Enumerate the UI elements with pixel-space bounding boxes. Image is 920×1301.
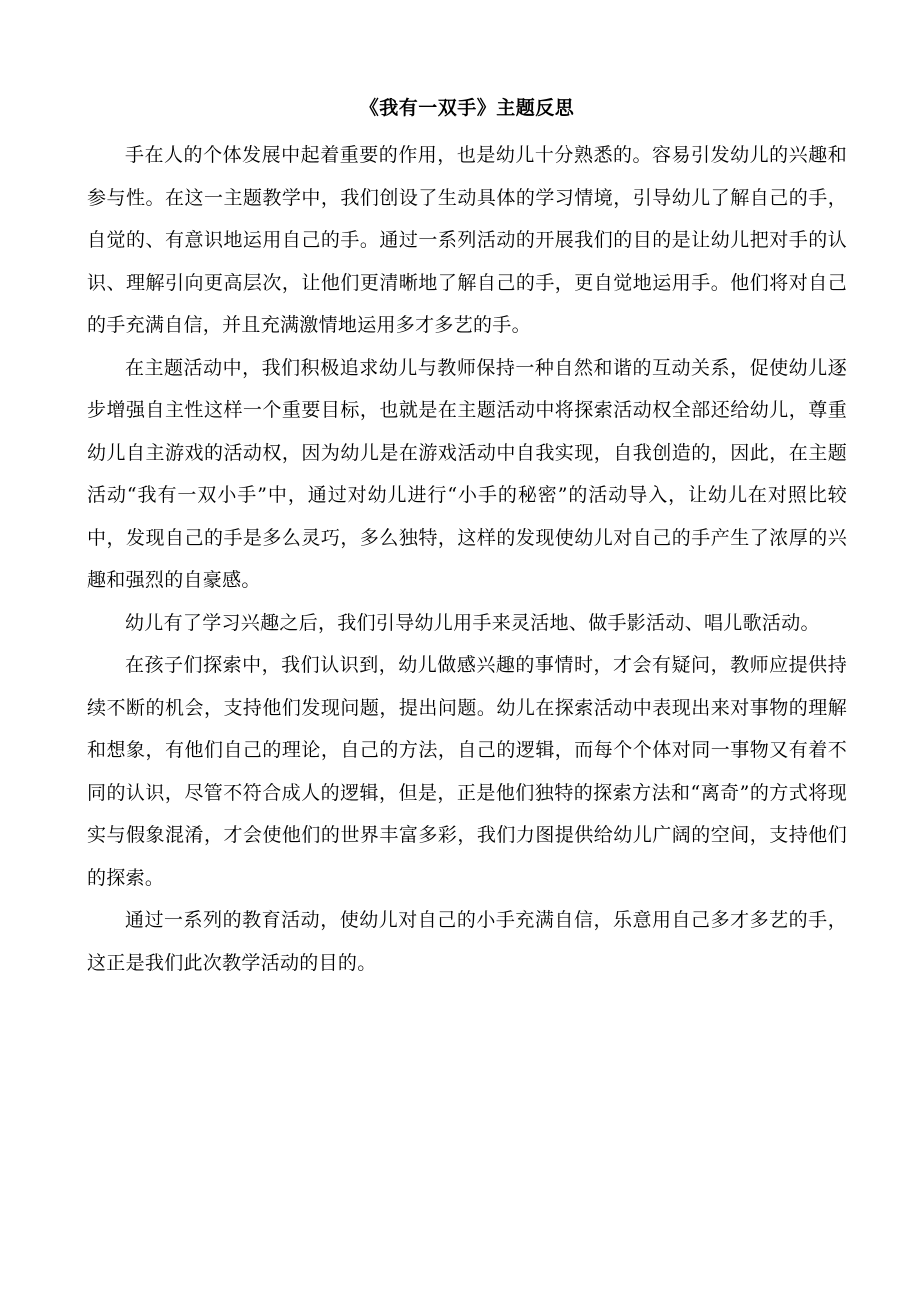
document-page — [87, 90, 847, 984]
paragraph-2: 在主题活动中，我们积极追求幼儿与教师保持一种自然和谐的互动关系，促使幼儿逐步增强自主性这样一个重要目标，也就是在主题活动中将探索活动权全部还给幼儿，尊重幼儿自主游戏的活动权，因为幼儿是在游戏活动中自我实现，自我创造的，因此，在主题活动“我有一双小手”中，通过对幼儿进行“小手的秘密”的活动导入，让幼儿在对照比较中，发现自己的手是多么灵巧，多么独特，这样的发现使幼儿对自己的手产生了浓厚的兴趣和强烈的自豪感。 — [87, 356, 847, 591]
paragraph-5: 通过一系列的教育活动，使幼儿对自己的小手充满自信，乐意用自己多才多艺的手，这正是我们此次教学活动的目的。 — [87, 909, 847, 974]
document-title: 《我有一双手》主题反思 — [359, 97, 575, 119]
paragraph-3: 幼儿有了学习兴趣之后，我们引导幼儿用手来灵活地、做手影活动、唱儿歌活动。 — [125, 611, 820, 634]
paragraph-1: 手在人的个体发展中起着重要的作用，也是幼儿十分熟悉的。容易引发幼儿的兴趣和参与性。在这一主题教学中，我们创设了生动具体的学习情境，引导幼儿了解自己的手，自觉的、有意识地运用自己的手。通过一系列活动的开展我们的目的是让幼儿把对手的认识、理解引向更高层次，让他们更清晰地了解自己的手，更自觉地运用手。他们将对自己的手充满自信，并且充满激情地运用多才多艺的手。 — [87, 144, 847, 336]
paragraph-4: 在孩子们探索中，我们认识到，幼儿做感兴趣的事情时，才会有疑问，教师应提供持续不断的机会，支持他们发现问题，提出问题。幼儿在探索活动中表现出来对事物的理解和想象，有他们自己的理论，自己的方法，自己的逻辑，而每个个体对同一事物又有着不同的认识，尽管不符合成人的逻辑，但是，正是他们独特的探索方法和“离奇”的方式将现实与假象混淆，才会使他们的世界丰富多彩，我们力图提供给幼儿广阔的空间，支持他们的探索。 — [87, 654, 847, 889]
